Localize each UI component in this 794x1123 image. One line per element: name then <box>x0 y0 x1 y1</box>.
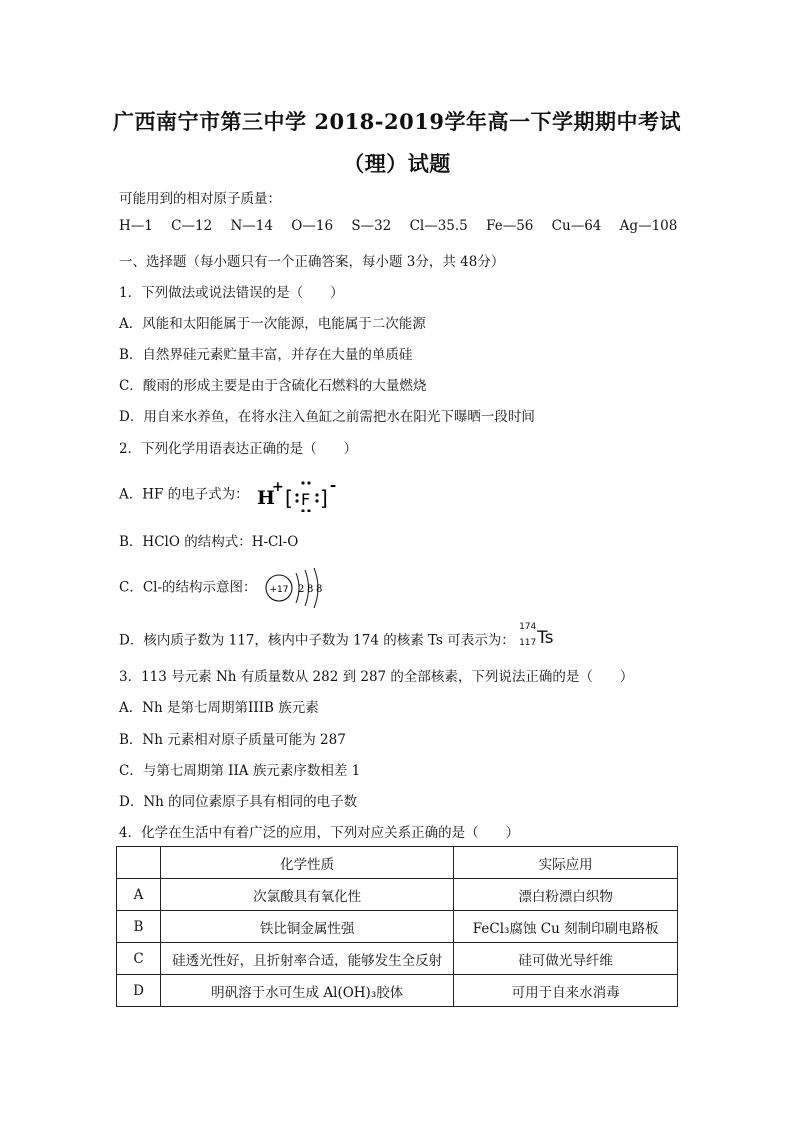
atomic-mass-h: H—1 <box>119 218 153 234</box>
atomic-mass-c: C—12 <box>171 218 213 234</box>
q2-option-b: B．HClO 的结构式：H-Cl-O <box>119 534 299 550</box>
table-cell-property: 铁比铜金属性强 <box>160 911 453 943</box>
table-cell-option: C <box>117 943 161 975</box>
table-cell-application: 硅可做光导纤维 <box>454 943 678 975</box>
atomic-mass-n: N—14 <box>230 218 273 234</box>
hf-h-symbol: H <box>256 487 275 509</box>
svg-text:]: ] <box>319 486 328 510</box>
table-row <box>117 975 678 1007</box>
shell-electrons-2: 8 <box>306 584 314 595</box>
table-header-property: 化学性质 <box>160 847 453 879</box>
q2-option-c <box>119 568 331 608</box>
ts-symbol: Ts <box>537 628 554 648</box>
q1-option-a: A．风能和太阳能属于一次能源，电能属于二次能源 <box>119 316 426 332</box>
ts-nuclide-notation <box>519 622 559 654</box>
atomic-mass-label: 可能用到的相对原子质量： <box>119 191 281 207</box>
table-header-application: 实际应用 <box>454 847 678 879</box>
shell-electrons-1: 2 <box>297 584 305 595</box>
q1-option-b: B．自然界硅元素贮量丰富，并存在大量的单质硅 <box>119 347 413 363</box>
table-row <box>117 911 678 943</box>
hf-lewis-svg <box>257 478 343 512</box>
q2-option-d <box>119 622 559 654</box>
table-cell-application: FeCl₃腐蚀 Cu 刻制印刷电路板 <box>454 911 678 943</box>
q3-stem: 3．113 号元素 Nh 有质量数从 282 到 287 的全部核素，下列说法正确的是（ ） <box>119 669 634 685</box>
table-cell-option: D <box>117 975 161 1007</box>
atomic-mass-fe: Fe—56 <box>486 218 534 234</box>
q1-option-d: D．用自来水养鱼，在将水注入鱼缸之前需把水在阳光下曝晒一段时间 <box>119 409 535 425</box>
q2-stem: 2．下列化学用语表达正确的是（ ） <box>119 441 358 457</box>
shell-electrons-3: 8 <box>315 584 323 595</box>
table-cell-property: 硅透光性好，且折射率合适，能够发生全反射 <box>160 943 453 975</box>
atomic-mass-ag: Ag—108 <box>619 218 678 234</box>
q2-option-d-text: D．核内质子数为 117，核内中子数为 174 的核素 Ts 可表示为： <box>119 632 515 649</box>
q4-stem: 4．化学在生活中有着广泛的应用，下列对应关系正确的是（ ） <box>119 825 520 841</box>
ts-mass-number: 174 <box>519 622 537 632</box>
table-header-option <box>117 847 161 879</box>
table-header-row <box>117 847 678 879</box>
cl-ion-structure-diagram <box>265 568 331 608</box>
hf-minus-charge: - <box>329 478 337 494</box>
q2-option-a-text: A．HF 的电子式为： <box>119 486 249 503</box>
svg-text:[: [ <box>284 486 293 510</box>
q2-option-c-text: C．Cl-的结构示意图： <box>119 579 257 596</box>
hf-f-symbol: F <box>300 490 311 509</box>
q3-option-a: A．Nh 是第七周期第IIIB 族元素 <box>119 700 319 716</box>
q3-option-d: D．Nh 的同位素原子具有相同的电子数 <box>119 794 358 810</box>
atomic-mass-list <box>119 218 691 234</box>
q1-option-c: C．酸雨的形成主要是由于含硫化石燃料的大量燃烧 <box>119 378 427 394</box>
table-cell-property: 明矾溶于水可生成 Al(OH)₃胶体 <box>160 975 453 1007</box>
section-heading: 一、选择题（每小题只有一个正确答案，每小题 3分，共 48分） <box>119 254 505 270</box>
exam-title-line2: （理）试题 <box>343 151 451 176</box>
exam-title-line1: 广西南宁市第三中学 2018-2019学年高一下学期期中考试 <box>113 109 681 134</box>
atomic-mass-cu: Cu—64 <box>551 218 602 234</box>
atomic-mass-s: S—32 <box>351 218 392 234</box>
q4-table <box>116 846 678 1007</box>
q1-stem: 1．下列做法或说法错误的是（ ） <box>119 285 344 301</box>
ts-atomic-number: 117 <box>519 638 537 648</box>
table-cell-option: A <box>117 879 161 911</box>
hf-electron-formula <box>257 478 343 512</box>
atomic-mass-o: O—16 <box>291 218 334 234</box>
table-cell-application: 漂白粉漂白织物 <box>454 879 678 911</box>
q3-option-b: B．Nh 元素相对原子质量可能为 287 <box>119 732 346 748</box>
atomic-mass-cl: Cl—35.5 <box>409 218 468 234</box>
table-row <box>117 879 678 911</box>
hf-plus-charge: + <box>271 479 284 495</box>
table-cell-option: B <box>117 911 161 943</box>
nucleus-charge: +17 <box>269 585 289 595</box>
table-cell-application: 可用于自来水消毒 <box>454 975 678 1007</box>
q3-option-c: C．与第七周期第 IIA 族元素序数相差 1 <box>119 763 361 779</box>
table-row <box>117 943 678 975</box>
q2-option-a <box>119 478 343 512</box>
table-cell-property: 次氯酸具有氧化性 <box>160 879 453 911</box>
